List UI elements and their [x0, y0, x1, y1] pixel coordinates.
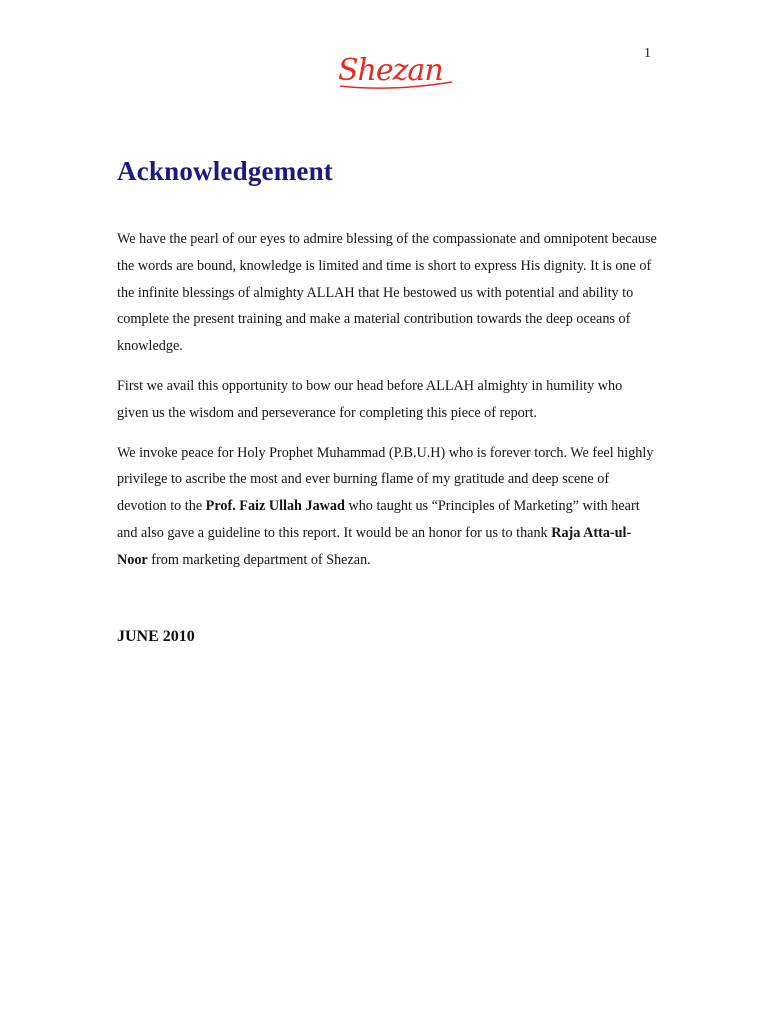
professor-name: Prof. Faiz Ullah Jawad	[205, 498, 345, 515]
paragraph-2: First we avail this opportunity to bow our head before ALLAH almighty in humility who given us the wisdom and perseverance for completing this piece of report.	[117, 377, 623, 421]
svg-text:Shezan: Shezan	[338, 53, 443, 88]
page-number: 1	[644, 46, 651, 61]
paragraph-3-part-3: from marketing department of Shezan.	[147, 551, 371, 568]
page-title: Acknowledgement	[117, 156, 333, 186]
document-date: JUNE 2010	[117, 628, 195, 645]
paragraph-3-part-1: We invoke peace for Holy Prophet Muhammad (P.B.U.H) who is forever torch. We feel highly privilege to ascribe the most and ever burning flame of my gratitude and deep scene of devotion to the	[117, 444, 654, 515]
paragraph-3	[117, 440, 657, 574]
shezan-logo	[334, 44, 458, 94]
acknowledgement-body	[117, 226, 657, 587]
paragraph-3-part-2: who taught us “Principles of Marketing” with heart and also gave a guideline to this report. It would be an honor for us to thank	[117, 498, 640, 541]
paragraph-1: We have the pearl of our eyes to admire blessing of the compassionate and omnipotent because the words are bound, knowledge is limited and time is short to express His dignity. It is one of the infinite blessings of almighty ALLAH that He bestowed us with potential and ability to complete the present training and make a material contribution towards the deep oceans of knowledge.	[117, 231, 657, 355]
marketing-contact-name: Raja Atta-ul-Noor	[117, 524, 632, 568]
